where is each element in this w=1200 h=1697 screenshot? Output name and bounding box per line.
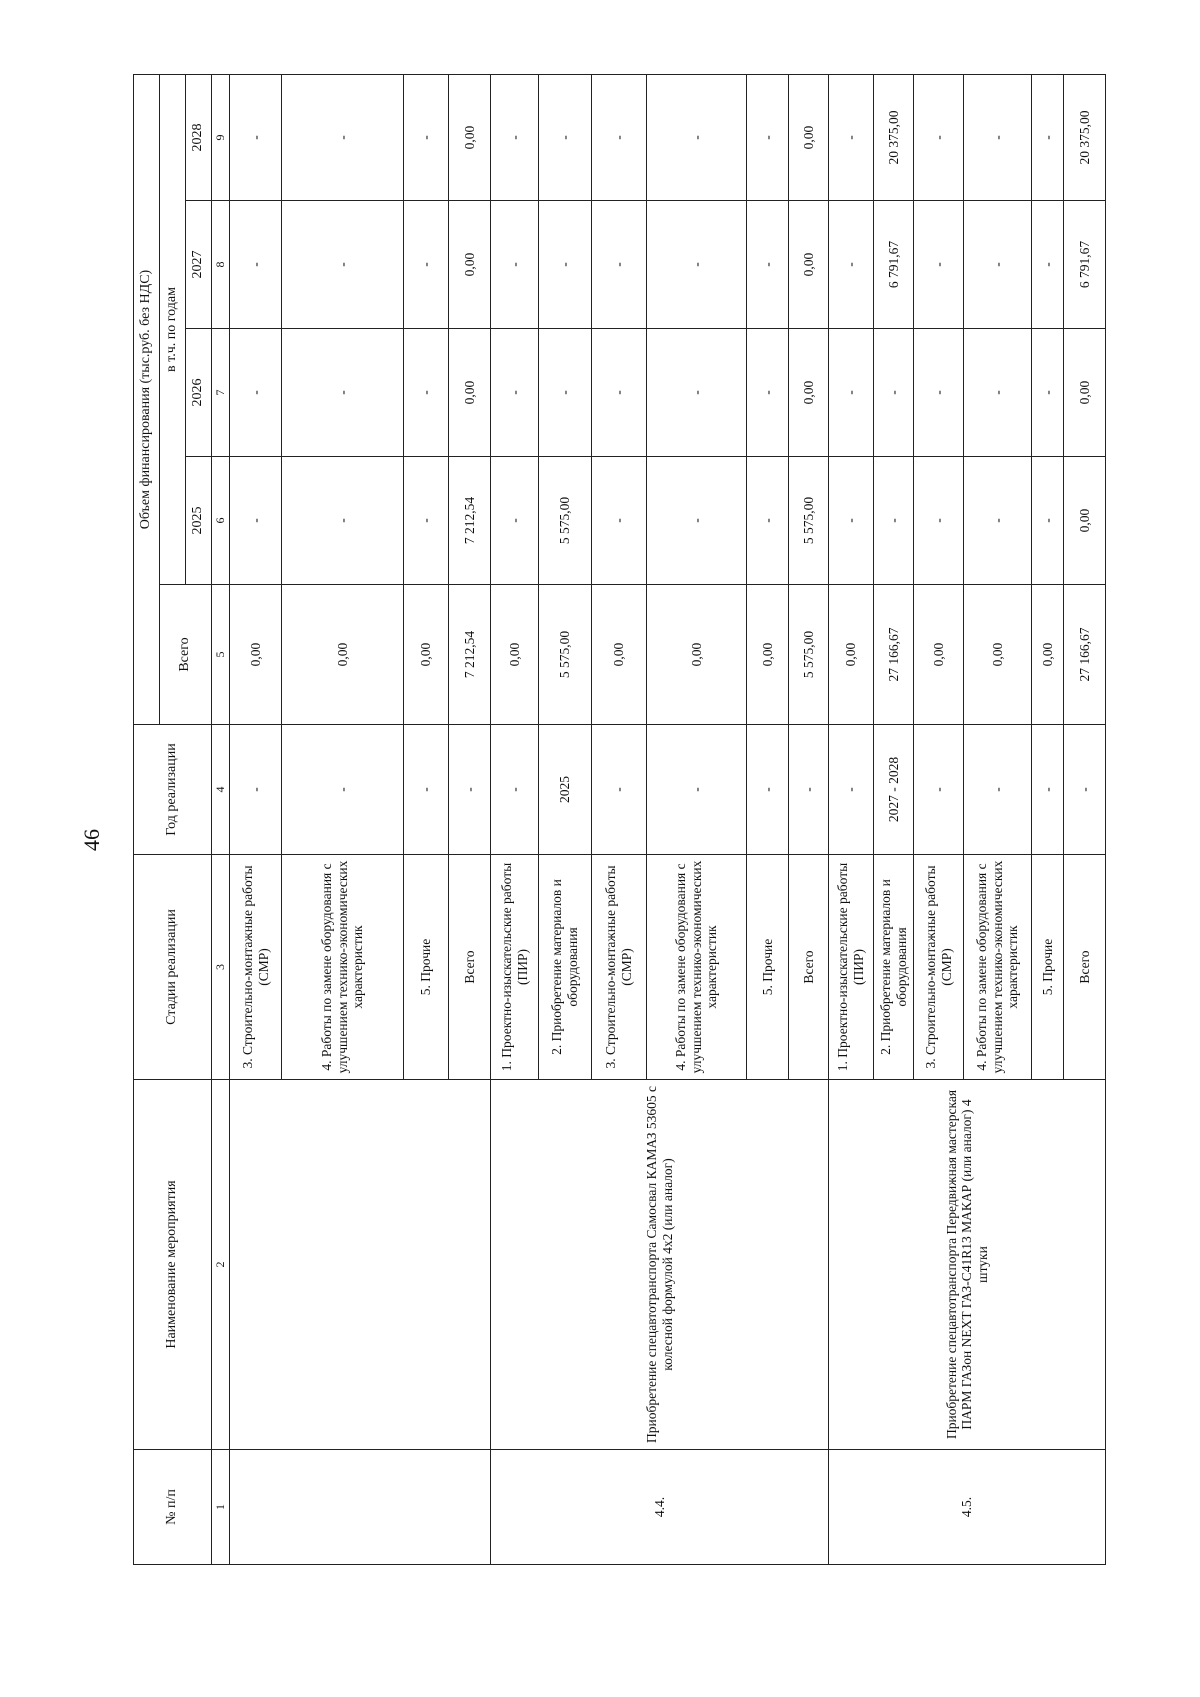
- y2027-cell: 6 791,67: [1064, 201, 1106, 329]
- stage-cell: 3. Строительно-монтажные работы (СМР): [592, 855, 647, 1080]
- stage-cell: 5. Прочие: [404, 855, 449, 1080]
- item-name: Приобретение спецавтотранспорта Передвижная мастерская ПАРМ ГАЗон NEXT ГАЗ-C41R13 МАКАР (или аналог) 4 штуки: [829, 1080, 1106, 1450]
- stage-cell: Всего: [1064, 855, 1106, 1080]
- stage-cell: 3. Строительно-монтажные работы (СМР): [914, 855, 964, 1080]
- year-cell: -: [1032, 725, 1064, 855]
- col-index: 4: [212, 725, 230, 855]
- year-cell: -: [230, 725, 282, 855]
- year-cell: -: [592, 725, 647, 855]
- y2025-cell: -: [230, 457, 282, 585]
- stage-cell: 4. Работы по замене оборудования с улучшением технико-экономических характеристик: [964, 855, 1032, 1080]
- y2027-cell: -: [829, 201, 874, 329]
- y2027-cell: -: [592, 201, 647, 329]
- item-name: Приобретение спецавтотранспорта Самосвал КАМАЗ 53605 с колесной формулой 4x2 (или аналог): [491, 1080, 829, 1450]
- year-cell: -: [789, 725, 829, 855]
- total-cell: 5 575,00: [789, 585, 829, 725]
- header-total: Всего: [160, 585, 212, 725]
- y2026-cell: 0,00: [1064, 329, 1106, 457]
- stage-cell: Всего: [449, 855, 491, 1080]
- y2027-cell: -: [282, 201, 404, 329]
- total-cell: 27 166,67: [1064, 585, 1106, 725]
- y2026-cell: 0,00: [449, 329, 491, 457]
- y2025-cell: 5 575,00: [539, 457, 592, 585]
- stage-cell: 1. Проектно-изыскательские работы (ПИР): [829, 855, 874, 1080]
- stage-cell: 5. Прочие: [747, 855, 789, 1080]
- total-cell: 7 212,54: [449, 585, 491, 725]
- financing-table: [133, 74, 1106, 1565]
- y2025-cell: 7 212,54: [449, 457, 491, 585]
- y2025-cell: -: [874, 457, 914, 585]
- y2026-cell: -: [282, 329, 404, 457]
- year-cell: 2027 - 2028: [874, 725, 914, 855]
- header-year-2025: 2025: [186, 457, 212, 585]
- col-index: 2: [212, 1080, 230, 1450]
- y2025-cell: -: [747, 457, 789, 585]
- y2027-cell: -: [914, 201, 964, 329]
- item-number: 4.4.: [491, 1450, 829, 1565]
- y2026-cell: -: [914, 329, 964, 457]
- y2025-cell: -: [404, 457, 449, 585]
- header-by-years: в т.ч. по годам: [160, 75, 186, 585]
- y2025-cell: -: [829, 457, 874, 585]
- total-cell: 5 575,00: [539, 585, 592, 725]
- year-cell: -: [829, 725, 874, 855]
- y2027-cell: -: [747, 201, 789, 329]
- y2027-cell: 6 791,67: [874, 201, 914, 329]
- y2028-cell: -: [282, 75, 404, 201]
- y2028-cell: -: [539, 75, 592, 201]
- y2025-cell: 0,00: [1064, 457, 1106, 585]
- col-index: 9: [212, 75, 230, 201]
- total-cell: 0,00: [914, 585, 964, 725]
- continued-num: [230, 1450, 491, 1565]
- stage-cell: 2. Приобретение материалов и оборудования: [539, 855, 592, 1080]
- y2028-cell: 20 375,00: [1064, 75, 1106, 201]
- y2025-cell: -: [592, 457, 647, 585]
- total-cell: 0,00: [282, 585, 404, 725]
- stage-cell: 4. Работы по замене оборудования с улучшением технико-экономических характеристик: [282, 855, 404, 1080]
- table-body: [212, 75, 1106, 1565]
- total-cell: 27 166,67: [874, 585, 914, 725]
- col-index: 1: [212, 1450, 230, 1565]
- total-cell: 0,00: [491, 585, 539, 725]
- year-cell: -: [964, 725, 1032, 855]
- y2026-cell: -: [230, 329, 282, 457]
- col-index: 6: [212, 457, 230, 585]
- y2028-cell: -: [829, 75, 874, 201]
- page-number: 46: [79, 829, 104, 851]
- table-row: [491, 75, 539, 1565]
- y2025-cell: -: [491, 457, 539, 585]
- y2028-cell: -: [230, 75, 282, 201]
- year-cell: -: [491, 725, 539, 855]
- y2026-cell: -: [647, 329, 747, 457]
- y2026-cell: -: [829, 329, 874, 457]
- stage-cell: 4. Работы по замене оборудования с улучшением технико-экономических характеристик: [647, 855, 747, 1080]
- y2028-cell: -: [1032, 75, 1064, 201]
- y2028-cell: -: [747, 75, 789, 201]
- y2027-cell: -: [230, 201, 282, 329]
- year-cell: -: [914, 725, 964, 855]
- y2028-cell: -: [491, 75, 539, 201]
- total-cell: 0,00: [230, 585, 282, 725]
- y2026-cell: -: [747, 329, 789, 457]
- y2027-cell: 0,00: [449, 201, 491, 329]
- y2028-cell: -: [592, 75, 647, 201]
- y2028-cell: -: [647, 75, 747, 201]
- y2028-cell: -: [964, 75, 1032, 201]
- header-funding: Объем финансирования (тыс.руб. без НДС): [134, 75, 160, 725]
- y2026-cell: -: [592, 329, 647, 457]
- y2028-cell: 0,00: [449, 75, 491, 201]
- y2026-cell: -: [404, 329, 449, 457]
- y2026-cell: -: [491, 329, 539, 457]
- y2027-cell: 0,00: [789, 201, 829, 329]
- header-year-2028: 2028: [186, 75, 212, 201]
- total-cell: 0,00: [1032, 585, 1064, 725]
- y2027-cell: -: [491, 201, 539, 329]
- year-cell: -: [647, 725, 747, 855]
- y2025-cell: -: [282, 457, 404, 585]
- y2025-cell: -: [647, 457, 747, 585]
- year-cell: -: [404, 725, 449, 855]
- y2027-cell: -: [964, 201, 1032, 329]
- table-row: [829, 75, 874, 1565]
- y2027-cell: -: [647, 201, 747, 329]
- y2026-cell: -: [964, 329, 1032, 457]
- col-index: 3: [212, 855, 230, 1080]
- y2027-cell: -: [1032, 201, 1064, 329]
- rotated-table-wrapper: [133, 75, 1090, 1565]
- y2025-cell: -: [1032, 457, 1064, 585]
- y2025-cell: -: [964, 457, 1032, 585]
- y2026-cell: -: [1032, 329, 1064, 457]
- year-cell: 2025: [539, 725, 592, 855]
- y2027-cell: -: [404, 201, 449, 329]
- y2028-cell: 20 375,00: [874, 75, 914, 201]
- col-index: 5: [212, 585, 230, 725]
- total-cell: 0,00: [747, 585, 789, 725]
- total-cell: 0,00: [829, 585, 874, 725]
- total-cell: 0,00: [404, 585, 449, 725]
- y2028-cell: -: [914, 75, 964, 201]
- stage-cell: 2. Приобретение материалов и оборудования: [874, 855, 914, 1080]
- total-cell: 0,00: [592, 585, 647, 725]
- total-cell: 0,00: [964, 585, 1032, 725]
- y2025-cell: 5 575,00: [789, 457, 829, 585]
- year-cell: -: [1064, 725, 1106, 855]
- y2027-cell: -: [539, 201, 592, 329]
- stage-cell: 1. Проектно-изыскательские работы (ПИР): [491, 855, 539, 1080]
- y2028-cell: -: [404, 75, 449, 201]
- year-cell: -: [747, 725, 789, 855]
- header-stages: Стадии реализации: [134, 855, 212, 1080]
- total-cell: 0,00: [647, 585, 747, 725]
- year-cell: -: [449, 725, 491, 855]
- header-year: Год реализации: [134, 725, 212, 855]
- header-year-2027: 2027: [186, 201, 212, 329]
- stage-cell: Всего: [789, 855, 829, 1080]
- column-index-row: [212, 75, 230, 1565]
- y2025-cell: -: [914, 457, 964, 585]
- col-index: 8: [212, 201, 230, 329]
- stage-cell: 5. Прочие: [1032, 855, 1064, 1080]
- y2026-cell: 0,00: [789, 329, 829, 457]
- table-row: [230, 75, 282, 1565]
- header-num: № п/п: [134, 1450, 212, 1565]
- continued-name: [230, 1080, 491, 1450]
- item-number: 4.5.: [829, 1450, 1106, 1565]
- y2026-cell: -: [874, 329, 914, 457]
- col-index: 7: [212, 329, 230, 457]
- header-name: Наименование мероприятия: [134, 1080, 212, 1450]
- header-year-2026: 2026: [186, 329, 212, 457]
- stage-cell: 3. Строительно-монтажные работы (СМР): [230, 855, 282, 1080]
- y2028-cell: 0,00: [789, 75, 829, 201]
- year-cell: -: [282, 725, 404, 855]
- y2026-cell: -: [539, 329, 592, 457]
